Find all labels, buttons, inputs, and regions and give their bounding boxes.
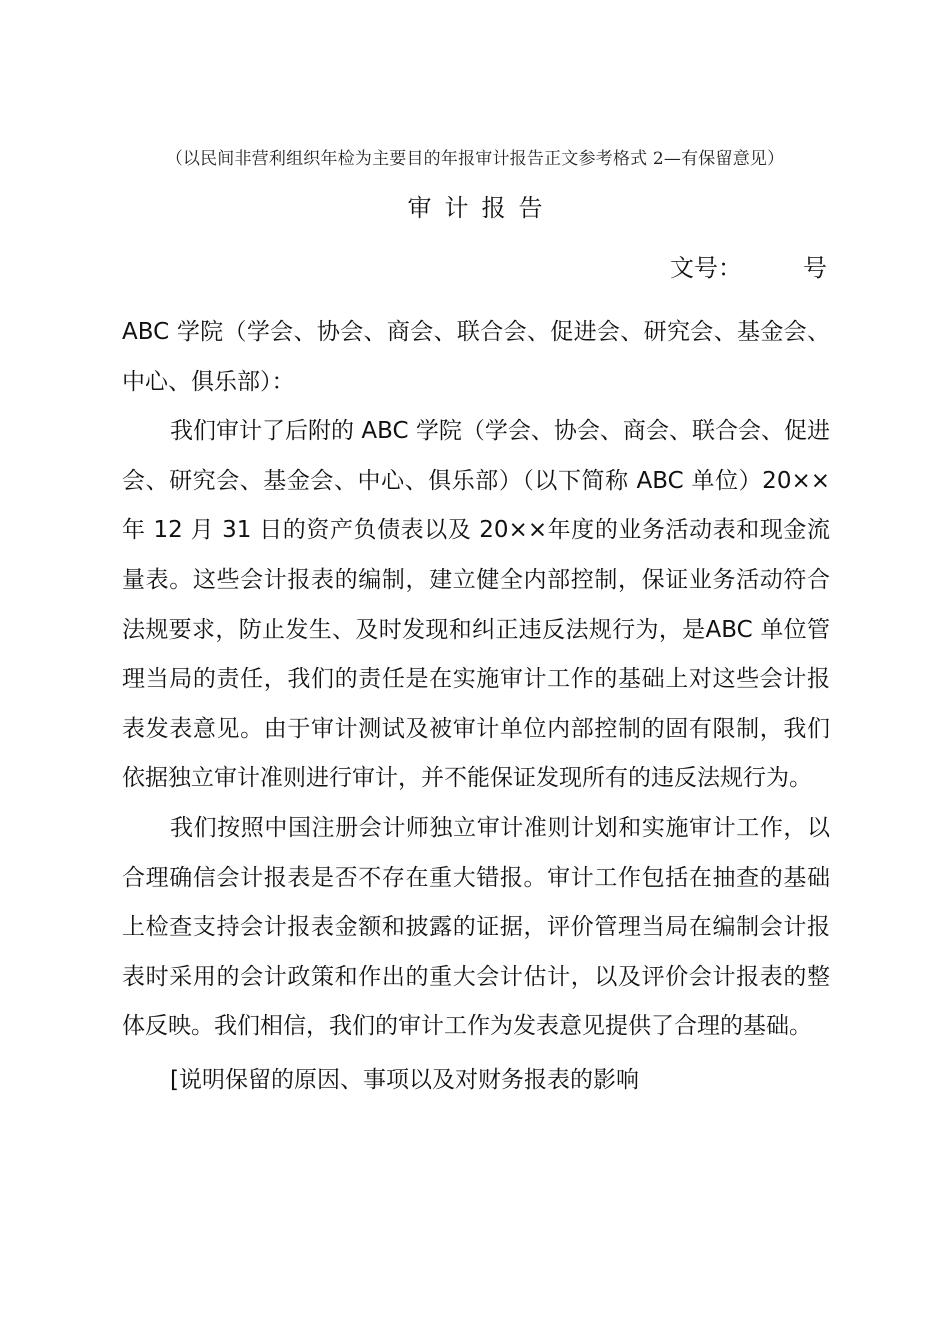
document-number: 文号： 号 [669, 254, 827, 282]
report-body [122, 308, 830, 1106]
report-title: 审计报告 [407, 194, 556, 222]
paragraph-responsibility: 我们审计了后附的 ABC 学院（学会、协会、商会、联合会、促进会、研究会、基金会、中心、俱乐部）（以下简称 ABC 单位）20××年 12 月 31 日的资产负债表以及 20××年度的业务活动表和现金流量表。这些会计报表的编制，建立健全内部控制，保证业务活动符合法规要求，防止发生、及时发现和纠正违反法规行为，是ABC 单位管理当局的责任，我们的责任是在实施审计工作的基础上对这些会计报表发表意见。由于审计测试及被审计单位内部控制的固有限制，我们依据独立审计准则进行审计，并不能保证发现所有的违反法规行为。 [122, 418, 830, 792]
report-format-subtitle: （以民间非营利组织年检为主要目的年报审计报告正文参考格式 2—有保留意见） [165, 149, 785, 169]
addressee: ABC 学院（学会、协会、商会、联合会、促进会、研究会、基金会、中心、俱乐部）： [122, 319, 830, 395]
paragraph-audit-scope: 我们按照中国注册会计师独立审计准则计划和实施审计工作，以合理确信会计报表是否不存在重大错报。审计工作包括在抽查的基础上检查支持会计报表金额和披露的证据，评价管理当局在编制会计报表时采用的会计政策和作出的重大会计估计，以及评价会计报表的整体反映。我们相信，我们的审计工作为发表意见提供了合理的基础。 [122, 814, 830, 1040]
paragraph-qualification-note: [说明保留的原因、事项以及对财务报表的影响 [170, 1066, 639, 1093]
